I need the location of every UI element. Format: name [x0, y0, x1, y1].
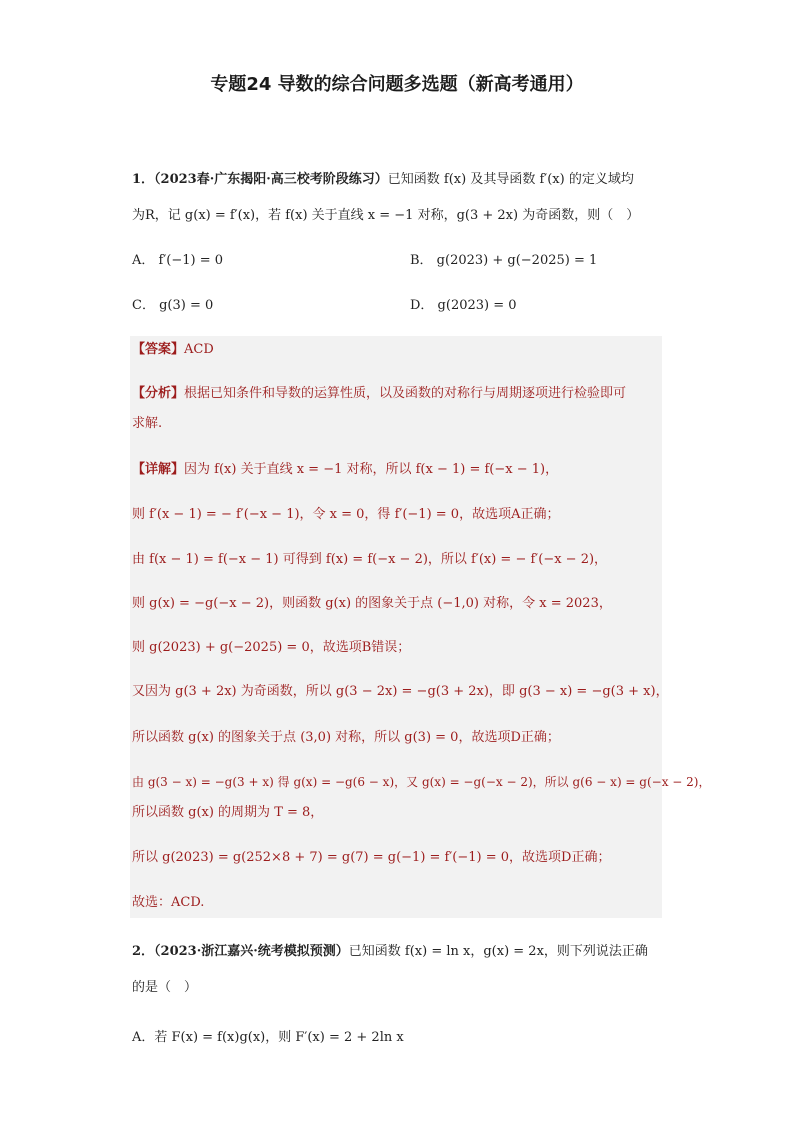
q2-number: 2．: [132, 944, 155, 959]
detail-text-0: 因为 f(x) 关于直线 x = −1 对称，所以 f(x − 1) = f(−x − 1)，: [184, 462, 559, 477]
q1-number: 1．: [132, 172, 155, 187]
detail-text-9: 所以 g(2023) = g(252×8 + 7) = g(7) = g(−1) = f′(−1) = 0，故选项D正确；: [132, 850, 611, 865]
q2-source: （2023·浙江嘉兴·统考模拟预测）: [154, 944, 349, 959]
q1-option-d: D． g(2023) = 0: [410, 298, 517, 313]
page-title: 专题24 导数的综合问题多选题（新高考通用）: [210, 74, 584, 95]
q1-source: （2023春·广东揭阳·高三校考阶段练习）: [154, 172, 388, 187]
q1-stem-line2: 为R，记 g(x) = f′(x)，若 f(x) 关于直线 x = −1 对称，g(3 + 2x) 为奇函数，则（ ）: [132, 208, 640, 223]
q2-option-a: A．若 F(x) = f(x)g(x)，则 F′(x) = 2 + 2ln x: [132, 1030, 404, 1045]
q1-option-a: A． f′(−1) = 0: [132, 253, 224, 268]
analysis-line1: [132, 384, 626, 404]
analysis-tag: 【分析】: [132, 386, 185, 401]
q2-stem-line2: 的是（ ）: [132, 980, 198, 995]
detail-text-1: 则 f′(x − 1) = − f′(−x − 1)，令 x = 0，得 f′(−1) = 0，故选项A正确；: [132, 507, 560, 522]
analysis-line2: 求解.: [132, 416, 163, 431]
answer-tag: 【答案】: [132, 342, 185, 357]
detail-text-10: 故选：ACD.: [132, 895, 205, 910]
q1-option-b: B． g(2023) + g(−2025) = 1: [410, 253, 598, 268]
detail-text-2: 由 f(x − 1) = f(−x − 1) 可得到 f(x) = f(−x − 2)，所以 f′(x) = − f′(−x − 2)，: [132, 552, 608, 567]
detail-text-6: 所以函数 g(x) 的图象关于点 (3,0) 对称，所以 g(3) = 0，故选项D正确；: [132, 730, 560, 745]
detail-line: [132, 460, 558, 480]
q2-stem-line1: [132, 942, 648, 962]
detail-tag: 【详解】: [132, 462, 185, 477]
detail-text-8: 所以函数 g(x) 的周期为 T = 8，: [132, 805, 324, 820]
answer-line: [132, 340, 214, 360]
q2-stem-text1: 已知函数 f(x) = ln x，g(x) = 2x，则下列说法正确: [348, 944, 648, 959]
q1-stem-line1: [132, 170, 634, 190]
detail-text-7: 由 g(3 − x) = −g(3 + x) 得 g(x) = −g(6 − x)，又 g(x) = −g(−x − 2)，所以 g(6 − x) = g(−x − 2)，: [132, 775, 711, 789]
detail-text-3: 则 g(x) = −g(−x − 2)，则函数 g(x) 的图象关于点 (−1,0) 对称，令 x = 2023，: [132, 596, 612, 611]
q1-option-c: C． g(3) = 0: [132, 298, 214, 313]
solution-panel: [130, 336, 662, 918]
analysis-text1: 根据已知条件和导数的运算性质，以及函数的对称行与周期逐项进行检验即可: [184, 386, 627, 401]
detail-text-4: 则 g(2023) + g(−2025) = 0，故选项B错误；: [132, 640, 411, 655]
detail-text-5: 又因为 g(3 + 2x) 为奇函数，所以 g(3 − 2x) = −g(3 + 2x)，即 g(3 − x) = −g(3 + x)，: [132, 684, 669, 699]
q1-stem-text1: 已知函数 f(x) 及其导函数 f′(x) 的定义域均: [387, 172, 634, 187]
answer-value: ACD: [184, 342, 214, 357]
